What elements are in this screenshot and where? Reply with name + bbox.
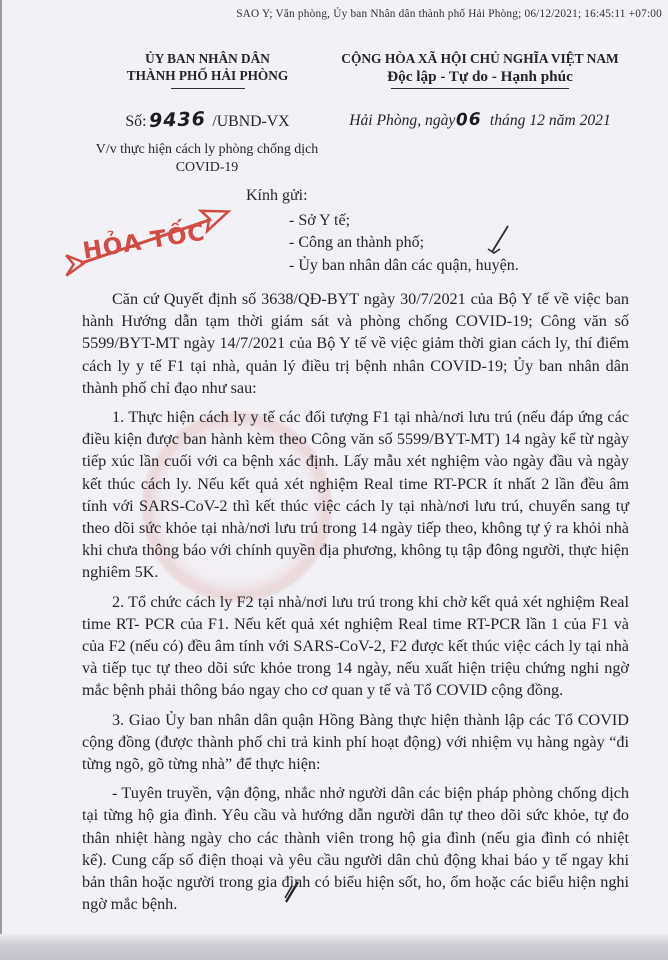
document-number-prefix: Số:: [125, 113, 147, 130]
salutation-label: Kính gửi:: [246, 187, 308, 204]
digital-certification-line: SAO Y; Văn phòng, Ủy ban Nhân dân thành phố Hải Phòng; 06/12/2021; 16:45:11 +07:00: [236, 8, 662, 20]
urgent-stamp-label: HỎA TỐC: [80, 219, 208, 265]
motto-line1: CỘNG HÒA XÃ HỘI CHỦ NGHĨA VIỆT NAM: [341, 51, 619, 66]
scan-edge-shadow: [0, 0, 2, 960]
subject-line2: COVID-19: [175, 159, 239, 175]
document-number-suffix: /UBND-VX: [212, 113, 290, 130]
subject-line1: V/v thực hiện cách ly phòng chống dịch: [95, 142, 319, 157]
body-paragraph-1: 1. Thực hiện cách ly y tế các đối tượng F1 tại nhà/nơi lưu trú (nếu đáp ứng các điều kiện được ban hành kèm theo Công văn số 5599/BYT-MT) 14 ngày kể từ ngày tiếp xúc lần cuối với ca bệnh xác định. Lấy mẫu xét nghiệm vào ngày đầu và ngày kết thúc cách ly. Nếu kết quả xét nghiệm Real time RT-PCR ít nhất 2 lần đều âm tính với SARS-CoV-2 thì kết thúc việc cách ly tại nhà/nơi lưu trú, chuyển sang tự theo dõi sức khỏe tại nhà/nơi lưu trú trong 14 ngày tiếp theo, không tự ý ra khỏi nhà khi chưa thông báo với chính quyền địa phương, không tụ tập đông người, thực hiện nghiêm 5K.: [82, 408, 629, 582]
issuer-name-line1: ỦY BAN NHÂN DÂN: [145, 51, 270, 66]
handwritten-tick-mark: [486, 222, 514, 256]
national-motto-block: [332, 50, 628, 89]
recipient-item: - Công an thành phố;: [289, 234, 425, 252]
body-paragraph-intro: Căn cứ Quyết định số 3638/QĐ-BYT ngày 30/7/2021 của Bộ Y tế về việc ban hành Hướng dẫn tạm thời giám sát và phòng chống COVID-19; Công văn số 5599/BYT-MT ngày 14/7/2021 của Bộ Y tế về việc giảm thời gian cách ly, thí điểm cách ly y tế F1 tại nhà, quản lý điều trị bệnh nhân COVID-19; Ủy ban nhân dân thành phố chỉ đạo như sau:: [82, 290, 629, 397]
recipient-list: [289, 210, 519, 277]
body-paragraph-3: 3. Giao Ủy ban nhân dân quận Hồng Bàng thực hiện thành lập các Tổ COVID cộng đồng (được thành phố chi trả kinh phí hoạt động) với nhiệm vụ hàng ngày “đi từng ngõ, gõ từng nhà” để thực hiện:: [82, 710, 629, 774]
place-date-prefix: Hải Phòng, ngày: [349, 112, 456, 129]
urgent-hoa-toc-stamp: [51, 188, 251, 295]
body-paragraph-4: - Tuyên truyền, vận động, nhắc nhở người dân các biện pháp phòng chống dịch tại từng hộ gia đình. Yêu cầu và hướng dẫn người dân tự theo dõi sức khỏe, tự đo thân nhiệt hàng ngày cho các thành viên trong hộ gia đình (nếu gia đình có nhiệt kế). Cung cấp số điện thoại và yêu cầu người dân chủ động khai báo y tế ngay khi bản thân hoặc người trong gia đình có biểu hiện sốt, ho, ốm hoặc các biểu hiện nghi ngờ mắc bệnh.: [82, 784, 629, 914]
date-day-handwritten: 06: [456, 109, 483, 131]
document-number-line: [95, 109, 320, 131]
issuing-authority-block: [95, 50, 320, 89]
motto-line2: Độc lập - Tự do - Hạnh phúc: [387, 68, 573, 85]
issuer-underline: [171, 88, 245, 89]
recipient-item: - Sở Y tế;: [289, 212, 351, 229]
body-paragraph-2: 2. Tổ chức cách ly F2 tại nhà/nơi lưu trú trong khi chờ kết quả xét nghiệm Real time RT- PCR của F1. Nếu kết quả xét nghiệm Real time RT-PCR lần 1 của F1 và của F2 (nếu có) đều âm tính với SARS-CoV-2, F2 được kết thúc việc cách ly tại nhà và tiếp tục tự theo dõi sức khỏe trong 14 ngày, nếu xuất hiện triệu chứng nghi ngờ mắc bệnh phải thông báo ngay cho cơ quan y tế và Tổ COVID cộng đồng.: [82, 592, 629, 700]
place-date-suffix: tháng 12 năm 2021: [489, 112, 611, 129]
issuer-name-line2: THÀNH PHỐ HẢI PHÒNG: [126, 68, 289, 83]
handwritten-flick-mark: [280, 880, 304, 906]
scan-bottom-edge: [0, 934, 668, 960]
place-and-date-line: [330, 110, 630, 130]
document-subject: [68, 141, 346, 176]
document-body: [82, 288, 629, 922]
document-number-handwritten: 9436: [149, 108, 207, 132]
motto-underline: [391, 88, 569, 89]
recipient-item: - Ủy ban nhân dân các quận, huyện.: [289, 256, 519, 274]
